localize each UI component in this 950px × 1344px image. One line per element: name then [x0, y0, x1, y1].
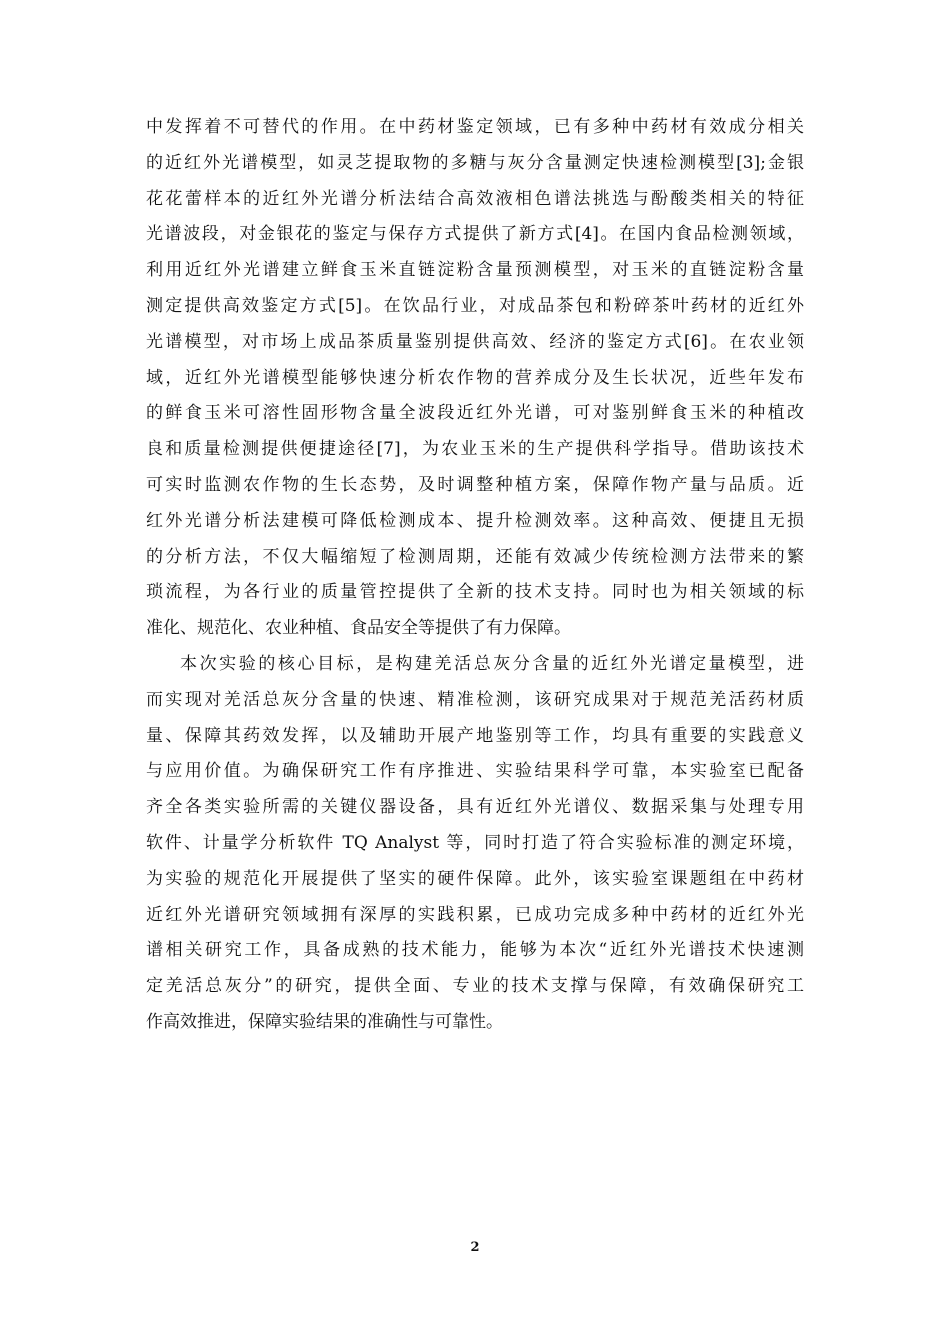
text-line: 域，近红外光谱模型能够快速分析农作物的营养成分及生长状况，近些年发布 — [146, 367, 804, 388]
text-line: 本次实验的核心目标，是构建羌活总灰分含量的近红外光谱定量模型，进 — [180, 653, 804, 674]
text-line: 的分析方法，不仅大幅缩短了检测周期，还能有效减少传统检测方法带来的繁 — [146, 546, 804, 567]
text-line: 与应用价值。为确保研究工作有序推进、实验结果科学可靠，本实验室已配备 — [146, 761, 804, 782]
text-line: 定羌活总灰分”的研究，提供全面、专业的技术支撑与保障，有效确保研究工 — [146, 976, 804, 997]
text-line: 齐全各类实验所需的关键仪器设备，具有近红外光谱仪、数据采集与处理专用 — [146, 797, 804, 818]
text-line: 为实验的规范化开展提供了坚实的硬件保障。此外，该实验室课题组在中药材 — [146, 868, 804, 889]
text-line: 红外光谱分析法建模可降低检测成本、提升检测效率。这种高效、便捷且无损 — [146, 510, 804, 531]
text-line: 利用近红外光谱建立鲜食玉米直链淀粉含量预测模型，对玉米的直链淀粉含量 — [146, 260, 804, 281]
text-line: 可实时监测农作物的生长态势，及时调整种植方案，保障作物产量与品质。近 — [146, 474, 804, 495]
text-line: 准化、规范化、农业种植、食品安全等提供了有力保障。 — [146, 618, 571, 639]
body-text — [146, 110, 804, 1041]
text-line: 中发挥着不可替代的作用。在中药材鉴定领域，已有多种中药材有效成分相关 — [146, 117, 804, 137]
text-line: 琐流程，为各行业的质量管控提供了全新的技术支持。同时也为相关领域的标 — [146, 582, 804, 603]
text-line: 测定提供高效鉴定方式[5]。在饮品行业，对成品茶包和粉碎茶叶药材的近红外 — [146, 295, 804, 316]
text-line: 花花蕾样本的近红外光谱分析法结合高效液相色谱法挑选与酚酸类相关的特征 — [146, 188, 804, 209]
text-line: 量、保障其药效发挥，以及辅助开展产地鉴别等工作，均具有重要的实践意义 — [146, 725, 804, 746]
text-line: 光谱模型，对市场上成品茶质量鉴别提供高效、经济的鉴定方式[6]。在农业领 — [146, 331, 804, 352]
paragraph-2 — [146, 647, 804, 1041]
text-line: 近红外光谱研究领域拥有深厚的实践积累，已成功完成多种中药材的近红外光 — [146, 904, 804, 925]
text-line: 而实现对羌活总灰分含量的快速、精准检测，该研究成果对于规范羌活药材质 — [146, 689, 804, 710]
text-line: 作高效推进，保障实验结果的准确性与可靠性。 — [146, 1011, 503, 1032]
text-line: 的近红外光谱模型，如灵芝提取物的多糖与灰分含量测定快速检测模型[3];金银 — [146, 152, 804, 173]
page-number: 2 — [470, 1240, 480, 1255]
text-line: 光谱波段，对金银花的鉴定与保存方式提供了新方式[4]。在国内食品检测领域， — [146, 224, 804, 245]
text-line: 的鲜食玉米可溶性固形物含量全波段近红外光谱，可对鉴别鲜食玉米的种植改 — [146, 403, 804, 424]
text-line: 良和质量检测提供便捷途径[7]，为农业玉米的生产提供科学指导。借助该技术 — [146, 439, 804, 460]
text-line: 谱相关研究工作，具备成熟的技术能力，能够为本次“近红外光谱技术快速测 — [146, 940, 804, 961]
paragraph-1 — [146, 110, 804, 647]
text-line: 软件、计量学分析软件 TQ Analyst 等，同时打造了符合实验标准的测定环境， — [146, 832, 804, 853]
